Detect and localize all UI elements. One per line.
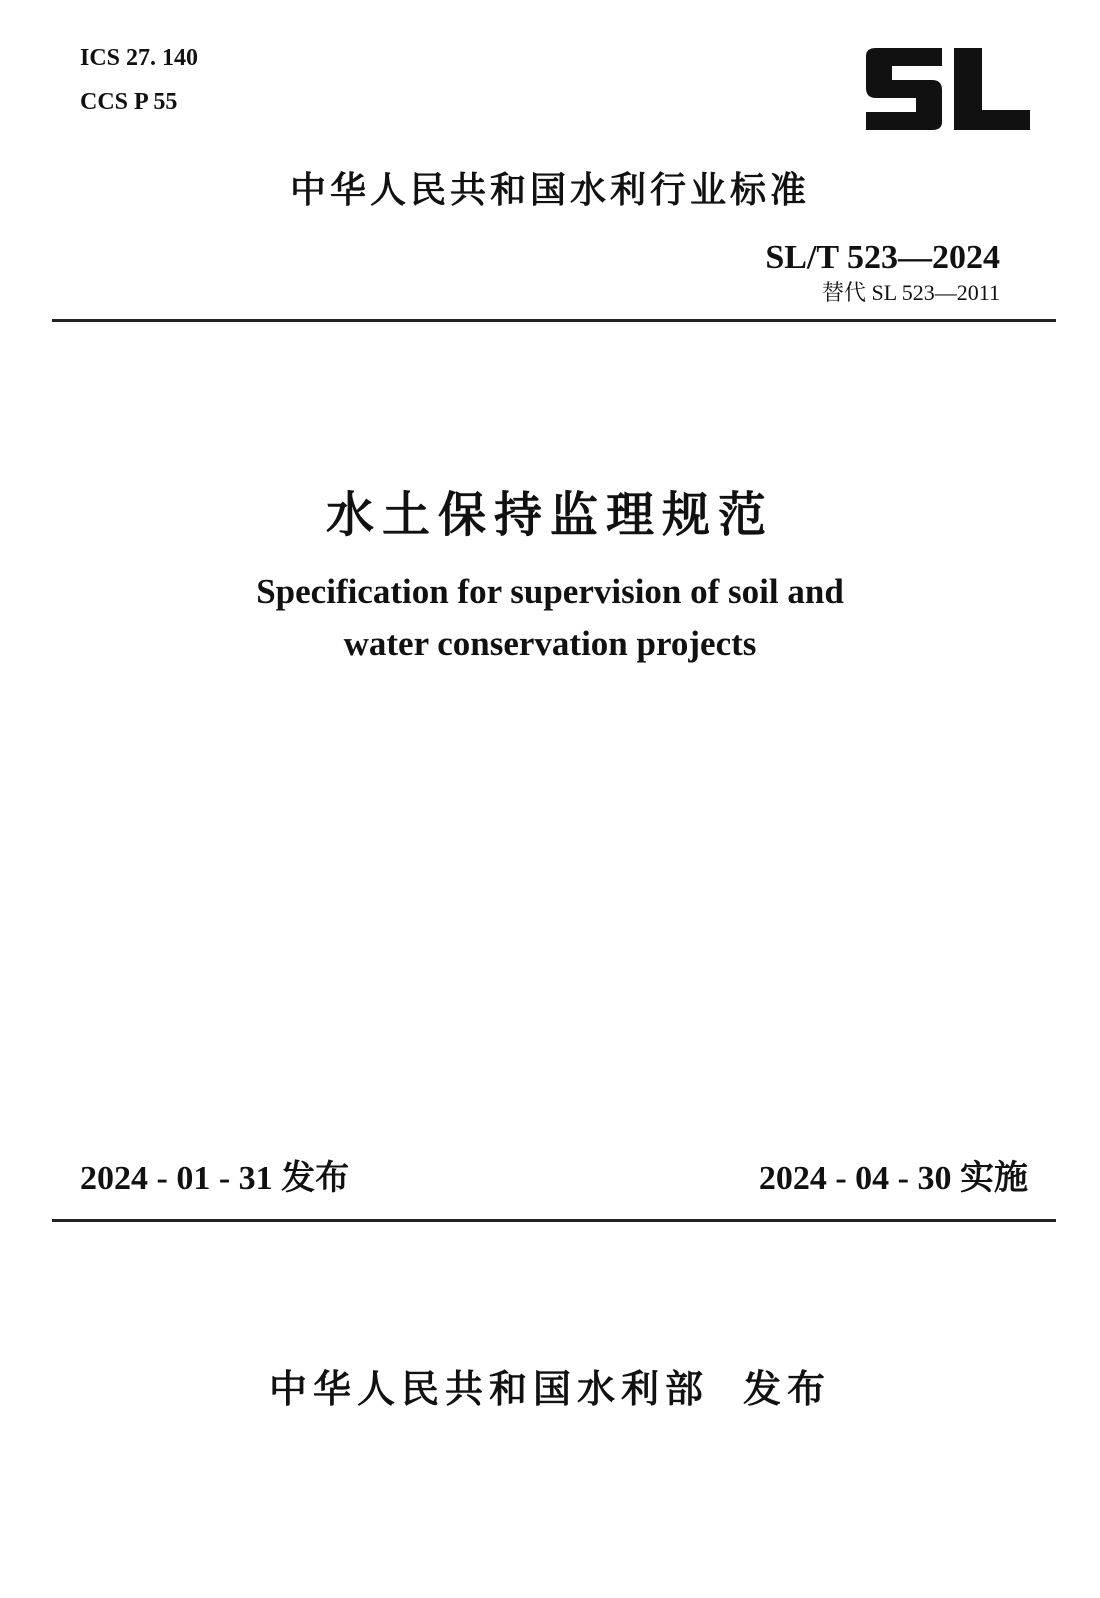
sl-logo — [858, 44, 1034, 132]
bottom-divider — [52, 1219, 1056, 1222]
classification-codes — [80, 36, 198, 124]
effective-date: 2024 - 04 - 30 — [758, 1160, 952, 1197]
title-english-line-1: Specification for supervision of soil and — [256, 572, 844, 611]
title-english — [0, 566, 1100, 670]
publisher-action: 发布 — [743, 1367, 832, 1411]
replaced-standard: 替代 SL 523—2011 — [821, 280, 1000, 305]
issue-date: 2024 - 01 - 31 — [80, 1160, 273, 1197]
issue-label: 发布 — [281, 1158, 350, 1198]
standard-code-block — [765, 238, 1000, 308]
top-divider — [52, 319, 1056, 322]
issue-date-block — [80, 1150, 349, 1199]
sl-logo-graphic — [858, 44, 1034, 132]
title-english-line-2: water conservation projects — [343, 624, 757, 663]
standard-code: SL/T 523—2024 — [765, 239, 1000, 276]
publisher-name: 中华人民共和国水利部 — [268, 1367, 709, 1411]
ics-code: ICS 27. 140 — [80, 45, 199, 71]
industry-standard-title: 中华人民共和国水利行业标准 — [289, 170, 810, 211]
effective-date-block — [759, 1150, 1028, 1199]
title-chinese: 水土保持监理规范 — [325, 487, 774, 543]
effective-label: 实施 — [960, 1158, 1028, 1198]
publisher-line — [0, 1358, 1100, 1413]
ccs-code: CCS P 55 — [80, 89, 178, 115]
